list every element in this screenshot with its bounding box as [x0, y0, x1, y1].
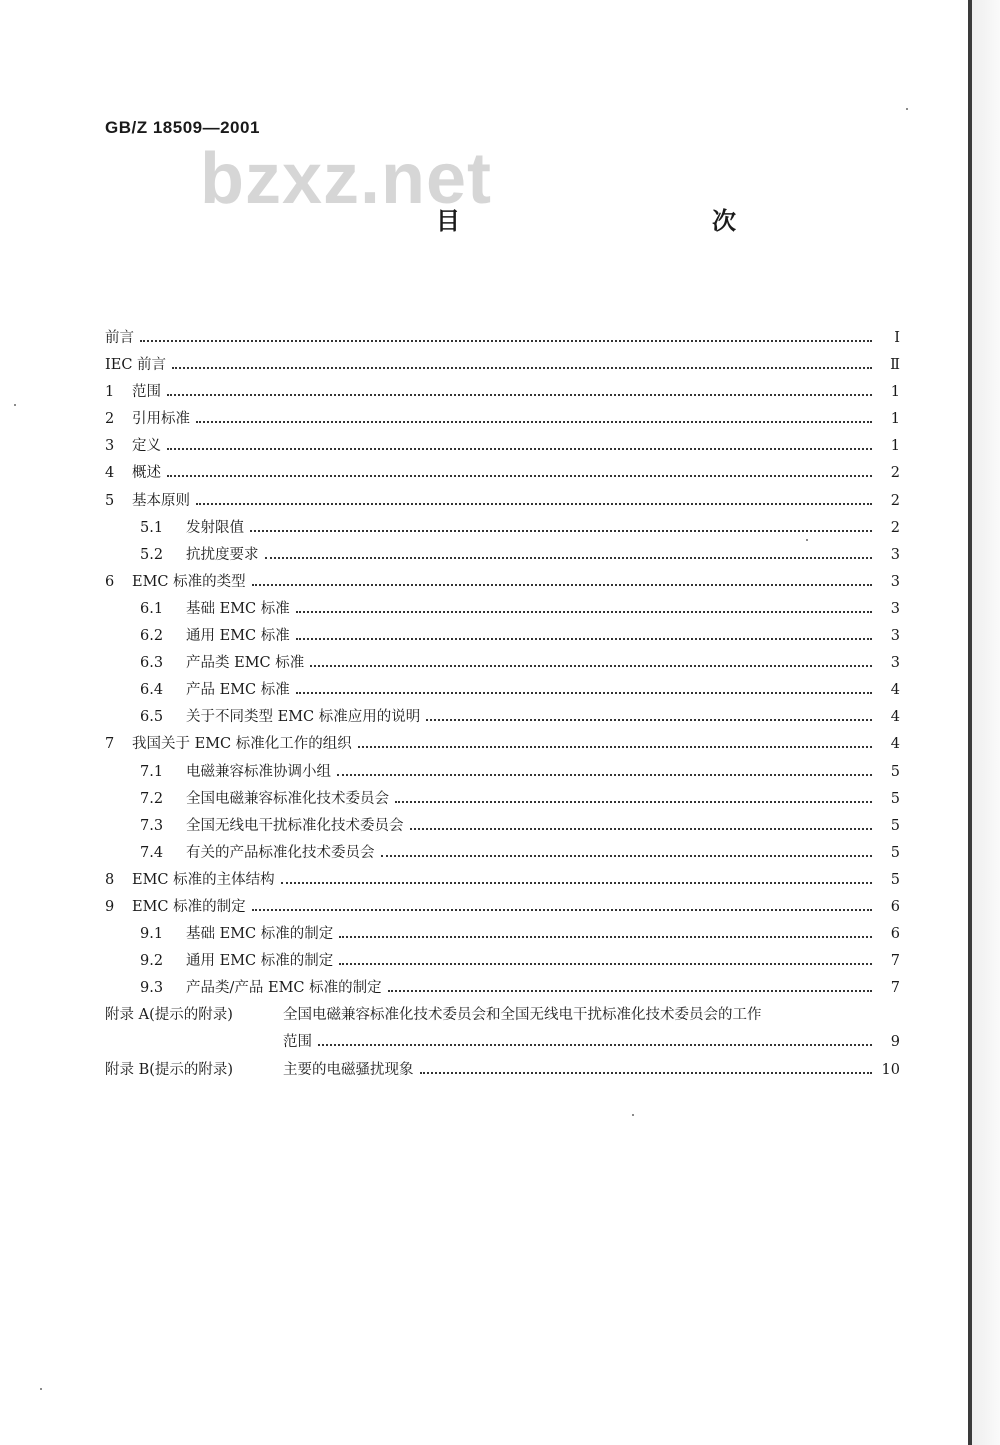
dot-leader [420, 1058, 873, 1074]
dot-leader [167, 461, 872, 477]
toc-entry-number: 9.2 [140, 953, 164, 970]
toc-entry[interactable] [105, 760, 900, 787]
toc-entry-page: 6 [890, 926, 900, 943]
dot-leader [196, 407, 872, 423]
toc-entry-title: EMC 标准的主体结构 [132, 871, 275, 888]
document-code: GB/Z 18509—2001 [105, 118, 260, 137]
toc-entry-title: 概述 [132, 465, 161, 482]
toc-entry-page: 2 [890, 492, 900, 509]
dot-leader [310, 651, 872, 667]
toc-entry-title: 电磁兼容标准协调小组 [186, 763, 331, 780]
toc-entry-page: 3 [890, 573, 900, 590]
toc-entry-page: 2 [890, 465, 900, 482]
toc-entry-number: 6 [105, 573, 115, 590]
dot-leader [339, 949, 872, 965]
toc-entry-number: 1 [105, 384, 115, 401]
toc-entry-title: 产品类 EMC 标准 [186, 655, 305, 672]
toc-appendix-a-continuation[interactable] [105, 1030, 900, 1057]
toc-entry[interactable] [105, 407, 900, 434]
toc-entry-title: 抗扰度要求 [186, 546, 259, 563]
toc-entry[interactable] [105, 651, 900, 678]
appendix-b-page: 10 [881, 1061, 900, 1078]
toc-entry-number: 6.4 [140, 682, 164, 699]
page-title: 目 次 [436, 207, 804, 235]
toc-entry-title: IEC 前言 [105, 357, 167, 374]
toc-entry[interactable] [105, 380, 900, 407]
toc-entry-number: 7.2 [140, 790, 164, 807]
toc-entry[interactable] [105, 516, 900, 543]
dot-leader [381, 841, 873, 857]
toc-entry-page: 5 [890, 790, 900, 807]
toc-entry-number: 6.5 [140, 709, 164, 726]
appendix-a-label: 附录 A(提示的附录) [105, 1007, 233, 1024]
toc-entry-number: 6.2 [140, 628, 164, 645]
toc-entry-title: 通用 EMC 标准 [186, 628, 290, 645]
dot-leader [252, 895, 872, 911]
toc-entry-page: 1 [890, 411, 900, 428]
toc-entry-title: 基础 EMC 标准 [186, 600, 290, 617]
toc-entry-page: 7 [890, 953, 900, 970]
toc-entry[interactable] [105, 705, 900, 732]
toc-entry-number: 8 [105, 871, 115, 888]
dot-leader [410, 814, 873, 830]
dot-leader [395, 787, 872, 803]
toc-entry-title: EMC 标准的制定 [132, 898, 246, 915]
toc-entry[interactable] [105, 976, 900, 1003]
dot-leader [296, 678, 872, 694]
toc-entry-number: 2 [105, 411, 115, 428]
toc-entry-title: 全国电磁兼容标准化技术委员会 [186, 790, 389, 807]
toc-entry-title: 产品类/产品 EMC 标准的制定 [186, 980, 382, 997]
dot-leader [140, 326, 872, 342]
toc-appendix-a[interactable] [105, 1003, 900, 1030]
toc-entry-title: 发射限值 [186, 519, 244, 536]
toc-entry-title: EMC 标准的类型 [132, 573, 246, 590]
toc-entry[interactable] [105, 868, 900, 895]
dot-leader [388, 976, 872, 992]
toc-entry-title: 通用 EMC 标准的制定 [186, 953, 334, 970]
toc-entry-title: 基础 EMC 标准的制定 [186, 926, 334, 943]
toc-entry-page: I [894, 330, 900, 346]
toc-entry[interactable] [105, 949, 900, 976]
toc-entry[interactable] [105, 597, 900, 624]
toc-entry-title: 定义 [132, 438, 161, 455]
toc-entry-page: 3 [890, 628, 900, 645]
toc-entry-number: 5 [105, 492, 115, 509]
scan-speck [906, 108, 908, 110]
dot-leader [172, 353, 872, 369]
toc-entry-number: 9.1 [140, 926, 164, 943]
toc-entry-number: 9.3 [140, 980, 164, 997]
toc-entry[interactable] [105, 922, 900, 949]
toc-rows [105, 326, 900, 1003]
dot-leader [426, 705, 872, 721]
toc-entry-page: 4 [890, 682, 900, 699]
toc-entry[interactable] [105, 678, 900, 705]
toc-entry-title: 基本原则 [132, 492, 190, 509]
toc-entry-page: 4 [890, 736, 900, 753]
toc-entry-title: 前言 [105, 330, 134, 346]
dot-leader [196, 489, 872, 505]
toc-entry-title: 产品 EMC 标准 [186, 682, 290, 699]
toc-entry-page: 3 [890, 655, 900, 672]
dot-leader [339, 922, 872, 938]
toc-entry-page: 3 [890, 600, 900, 617]
toc-entry[interactable] [105, 841, 900, 868]
toc-entry[interactable] [105, 489, 900, 516]
scan-speck [40, 1388, 42, 1390]
appendix-b-label: 附录 B(提示的附录) [105, 1061, 234, 1078]
dot-leader [250, 516, 872, 532]
toc-entry-number: 6.1 [140, 600, 164, 617]
toc-entry-number: 7.3 [140, 817, 164, 834]
watermark: bzxz.net [200, 139, 493, 219]
toc-entry-number: 3 [105, 438, 115, 455]
toc-entry-number: 7.1 [140, 763, 164, 780]
dot-leader [358, 732, 872, 748]
toc-entry[interactable] [105, 434, 900, 461]
dot-leader [281, 868, 872, 884]
toc-entry[interactable] [105, 732, 900, 759]
toc-appendix-b[interactable] [105, 1058, 900, 1085]
toc-entry[interactable] [105, 787, 900, 814]
toc-entry-title: 关于不同类型 EMC 标准应用的说明 [186, 709, 421, 726]
scan-speck [632, 1114, 634, 1116]
toc-entry-title: 全国无线电干扰标准化技术委员会 [186, 817, 404, 834]
toc-entry[interactable] [105, 326, 900, 353]
toc-entry-number: 6.3 [140, 655, 164, 672]
toc-entry-page: 1 [890, 438, 900, 455]
appendix-a-title-line2: 范围 [283, 1034, 312, 1051]
toc-entry-page: 5 [890, 763, 900, 780]
toc-entry[interactable] [105, 895, 900, 922]
appendix-a-page: 9 [890, 1034, 900, 1051]
toc-entry-page: 3 [890, 546, 900, 563]
toc-entry-number: 5.1 [140, 519, 164, 536]
dot-leader [296, 597, 872, 613]
dot-leader [167, 380, 872, 396]
toc-entry-page: 5 [890, 817, 900, 834]
scan-speck [806, 539, 808, 541]
toc-entry-page: 7 [890, 980, 900, 997]
toc-entry[interactable] [105, 814, 900, 841]
toc-entry-title: 有关的产品标准化技术委员会 [186, 844, 375, 861]
dot-leader [252, 570, 872, 586]
toc-entry-number: 5.2 [140, 546, 164, 563]
dot-leader [318, 1030, 872, 1046]
toc-entry-title: 引用标准 [132, 411, 190, 428]
dot-leader [265, 543, 873, 559]
toc-entry-number: 9 [105, 898, 115, 915]
toc-entry-title: 范围 [132, 384, 161, 401]
toc-entry-page: 5 [890, 871, 900, 888]
appendix-a-title-line1: 全国电磁兼容标准化技术委员会和全国无线电干扰标准化技术委员会的工作 [283, 1007, 762, 1024]
toc-entry-page: 5 [890, 844, 900, 861]
toc-entry[interactable] [105, 543, 900, 570]
toc-entry[interactable] [105, 624, 900, 651]
scan-speck [14, 404, 16, 406]
toc-entry-page: Ⅱ [890, 357, 900, 374]
toc-entry-title: 我国关于 EMC 标准化工作的组织 [132, 736, 352, 753]
dot-leader [337, 760, 872, 776]
toc-entry-page: 1 [890, 384, 900, 401]
toc-entry-page: 2 [890, 519, 900, 536]
dot-leader [167, 434, 872, 450]
appendix-b-title: 主要的电磁骚扰现象 [283, 1061, 414, 1078]
toc-entry-number: 4 [105, 465, 115, 482]
toc-entry-number: 7 [105, 736, 115, 753]
toc-entry[interactable] [105, 461, 900, 488]
table-of-contents [105, 326, 900, 1085]
toc-entry[interactable] [105, 570, 900, 597]
toc-entry[interactable] [105, 353, 900, 380]
toc-entry-page: 6 [890, 898, 900, 915]
toc-entry-number: 7.4 [140, 844, 164, 861]
toc-entry-page: 4 [890, 709, 900, 726]
binding-shadow [972, 0, 1000, 1445]
dot-leader [296, 624, 872, 640]
